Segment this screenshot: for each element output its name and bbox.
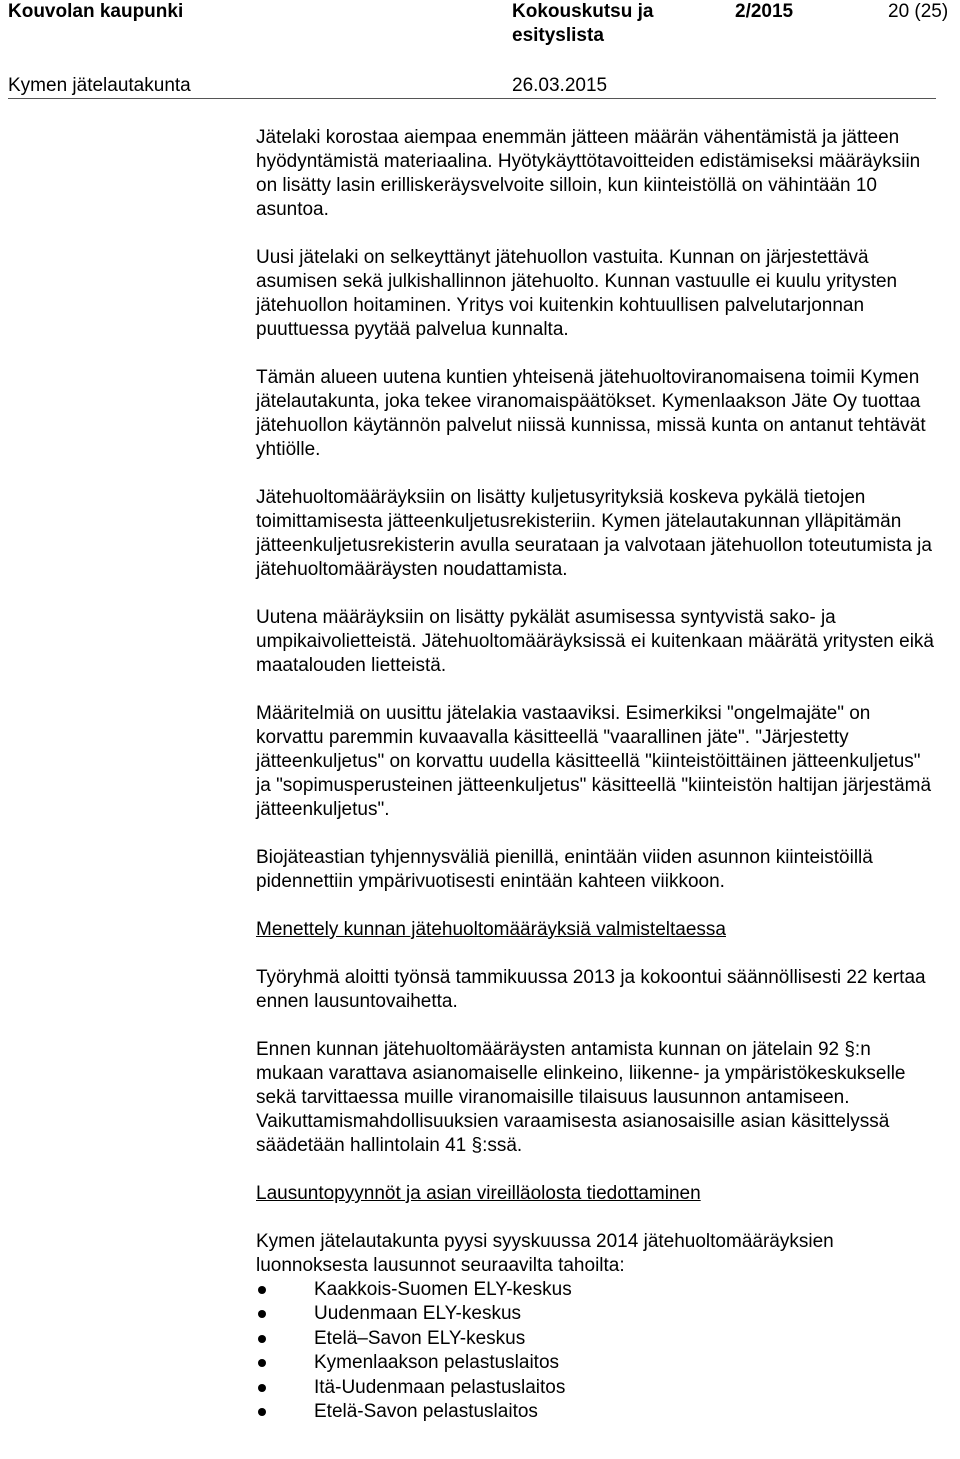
document-body <box>256 126 936 1424</box>
list-item <box>256 1278 936 1302</box>
meeting-number: 2/2015 <box>735 1 794 22</box>
list-item <box>256 1351 936 1375</box>
paragraph: Tämän alueen uutena kuntien yhteisenä jätehuoltoviranomaisena toimii Kymen jätelautakunta, joka tekee viranomaispäätökset. Kymenlaakson Jäte Oy tuottaa jätehuollon käytännön palvelut niissä kunnissa, missä kunta on antanut tehtävät yhtiölle. <box>256 367 926 460</box>
list-item-text: Kymenlaakson pelastuslaitos <box>314 1352 560 1374</box>
paragraph: Uusi jätelaki on selkeyttänyt jätehuollon vastuita. Kunnan on järjestettävä asumisen sekä julkishallinnon jätehuolto. Kunnan vastuulle ei kuulu yritysten jätehuollon hoitaminen. Yritys voi kuitenkin kohtuullisen palvelutarjonnan puuttuessa pyytää palvelua kunnalta. <box>256 247 898 340</box>
bullet-icon <box>258 1384 266 1392</box>
paragraph: Biojäteastian tyhjennysväliä pienillä, enintään viiden asunnon kiinteistöillä pidennettiin ympärivuotisesti enintään kahteen viikkoon. <box>256 847 873 892</box>
list-item-text: Itä-Uudenmaan pelastuslaitos <box>314 1376 566 1398</box>
paragraph: Uutena määräyksiin on lisätty pykälät asumisessa syntyvistä sako- ja umpikaivolietteistä. Jätehuoltomääräyksissä ei kuitenkaan määrätä yritysten eikä maatalouden lietteistä. <box>256 607 934 676</box>
bullet-icon <box>258 1335 266 1343</box>
meeting-date: 26.03.2015 <box>512 75 608 96</box>
bullet-icon <box>258 1359 266 1367</box>
committee-name: Kymen jätelautakunta <box>8 75 191 96</box>
list-item <box>256 1376 936 1400</box>
bullet-icon <box>258 1310 266 1318</box>
document-type: Kokouskutsu ja esityslista <box>512 1 654 46</box>
paragraph: Ennen kunnan jätehuoltomääräysten antamista kunnan on jätelain 92 §:n mukaan varattava asianomaiselle elinkeino, liikenne- ja ympäristökeskukselle sekä tarvittaessa muille viranomaisille tilaisuus lausunnon antamiseen. Vaikuttamismahdollisuuksien varaamisesta asianosaisille asian käsittelyssä säädetään hallintolain 41 §:ssä. <box>256 1039 906 1156</box>
section-heading: Menettely kunnan jätehuoltomääräyksiä valmisteltaessa <box>256 919 726 940</box>
paragraph: Jätehuoltomääräyksiin on lisätty kuljetusyrityksiä koskeva pykälä tietojen toimittamisesta jätteenkuljetusrekisteriin. Kymen jätelautakunnan ylläpitämän jätteenkuljetusrekisterin avulla seurataan ja valvotaan jätehuollon toteutumista ja jätehuoltomääräysten noudattamista. <box>256 487 932 580</box>
list-item <box>256 1327 936 1351</box>
list-item-text: Etelä–Savon ELY-keskus <box>314 1327 526 1349</box>
header-divider <box>8 98 936 99</box>
organization-name: Kouvolan kaupunki <box>8 1 184 22</box>
bullet-icon <box>258 1408 266 1416</box>
list-item-text: Kaakkois-Suomen ELY-keskus <box>314 1279 572 1300</box>
list-item-text: Etelä-Savon pelastuslaitos <box>314 1401 538 1423</box>
paragraph: Työryhmä aloitti työnsä tammikuussa 2013 ja kokoontui säännöllisesti 22 kertaa ennen lausuntovaihetta. <box>256 967 926 1012</box>
list-item-text: Uudenmaan ELY-keskus <box>314 1303 522 1325</box>
list-item <box>256 1400 936 1424</box>
section-heading: Lausuntopyynnöt ja asian vireilläolosta tiedottaminen <box>256 1183 701 1204</box>
recipient-list <box>256 1278 936 1424</box>
paragraph: Määritelmiä on uusittu jätelakia vastaaviksi. Esimerkiksi "ongelmajäte" on korvattu paremmin kuvaavalla käsitteellä "vaarallinen jäte". "Järjestetty jätteenkuljetus" on korvattu uudella käsitteellä "kiinteistöittäinen jätteenkuljetus" ja "sopimusperusteinen jätteenkuljetus" käsitteellä "kiinteistön haltijan järjestämä jätteenkuljetus". <box>256 703 932 820</box>
page-header <box>0 0 960 100</box>
bullet-icon <box>258 1286 266 1294</box>
page-number: 20 (25) <box>888 1 949 22</box>
paragraph: Jätelaki korostaa aiempaa enemmän jätteen määrän vähentämistä ja jätteen hyödyntämistä materiaalina. Hyötykäyttötavoitteiden edistämiseksi määräyksiin on lisätty lasin erilliskeräysvelvoite silloin, kun kiinteistöllä on vähintään 10 asuntoa. <box>256 127 921 220</box>
list-item <box>256 1302 936 1326</box>
paragraph: Kymen jätelautakunta pyysi syyskuussa 2014 jätehuoltomääräyksien luonnoksesta lausunnot seuraavilta tahoilta: <box>256 1231 834 1276</box>
